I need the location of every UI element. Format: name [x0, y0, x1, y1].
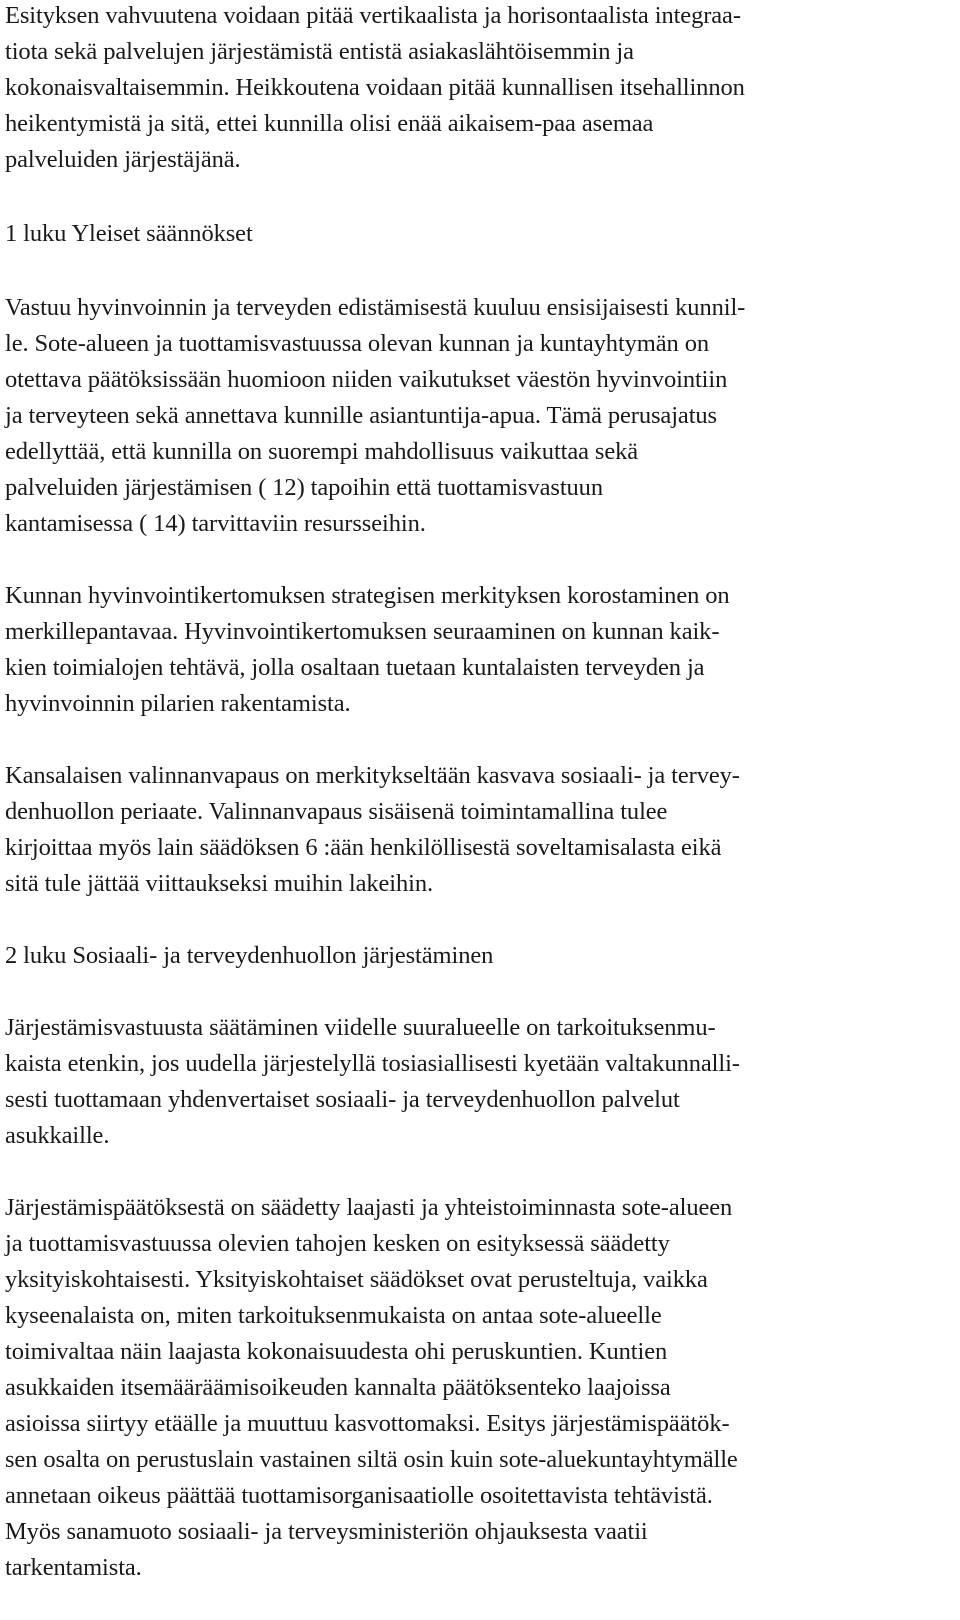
document-page — [5, 0, 935, 1586]
text-line: kyseenalaista on, miten tarkoituksenmukaista on antaa sote-alueelle — [5, 1302, 662, 1329]
chapter-2-paragraph-1 — [5, 1010, 935, 1154]
text-line: tiota sekä palvelujen järjestämistä entistä asiakaslähtöisemmin ja — [5, 38, 634, 65]
text-line: ja terveyteen sekä annettava kunnille asiantuntija-apua. Tämä perusajatus — [5, 402, 717, 429]
text-line: otettava päätöksissään huomioon niiden vaikutukset väestön hyvinvointiin — [5, 366, 728, 393]
text-line: Järjestämisvastuusta säätäminen viidelle suuralueelle on tarkoituksenmu- — [5, 1014, 716, 1041]
text-line: kokonaisvaltaisemmin. Heikkoutena voidaan pitää kunnallisen itsehallinnon — [5, 74, 745, 101]
text-line: merkillepantavaa. Hyvinvointikertomuksen seuraaminen on kunnan kaik- — [5, 618, 720, 645]
chapter-1-paragraph-1 — [5, 290, 935, 542]
intro-paragraph — [5, 0, 935, 178]
text-line: Järjestämispäätöksestä on säädetty laajasti ja yhteistoiminnasta sote-alueen — [5, 1194, 733, 1221]
chapter-2-paragraph-2 — [5, 1190, 935, 1586]
text-line: asukkaille. — [5, 1122, 110, 1149]
text-line: kaista etenkin, jos uudella järjestelyllä tosiasiallisesti kyetään valtakunnalli- — [5, 1050, 740, 1077]
text-line: Kansalaisen valinnanvapaus on merkitykseltään kasvava sosiaali- ja tervey- — [5, 762, 740, 789]
text-line: le. Sote-alueen ja tuottamisvastuussa olevan kunnan ja kuntayhtymän on — [5, 330, 710, 357]
chapter-2-heading: 2 luku Sosiaali- ja terveydenhuollon järjestäminen — [5, 942, 494, 969]
text-line: kien toimialojen tehtävä, jolla osaltaan tuetaan kuntalaisten terveyden ja — [5, 654, 705, 681]
text-line: asukkaiden itsemääräämisoikeuden kannalta päätöksenteko laajoissa — [5, 1374, 671, 1401]
text-line: sen osalta on perustuslain vastainen siltä osin kuin sote-aluekuntayhtymälle — [5, 1446, 738, 1473]
text-line: yksityiskohtaisesti. Yksityiskohtaiset säädökset ovat perusteltuja, vaikka — [5, 1266, 708, 1293]
text-line: kantamisessa ( 14) tarvittaviin resursseihin. — [5, 510, 426, 537]
text-line: ja tuottamisvastuussa olevien tahojen kesken on esityksessä säädetty — [5, 1230, 670, 1257]
chapter-1-heading: 1 luku Yleiset säännökset — [5, 220, 253, 247]
chapter-1-paragraph-2 — [5, 578, 935, 722]
text-line: heikentymistä ja sitä, ettei kunnilla olisi enää aikaisem-paa asemaa — [5, 110, 654, 137]
text-line: tarkentamista. — [5, 1554, 142, 1581]
text-line: denhuollon periaate. Valinnanvapaus sisäisenä toimintamallina tulee — [5, 798, 668, 825]
text-line: Vastuu hyvinvoinnin ja terveyden edistämisestä kuuluu ensisijaisesti kunnil- — [5, 294, 746, 321]
text-line: Myös sanamuoto sosiaali- ja terveysministeriön ohjauksesta vaatii — [5, 1518, 648, 1545]
text-line: asioissa siirtyy etäälle ja muuttuu kasvottomaksi. Esitys järjestämispäätök- — [5, 1410, 730, 1437]
text-line: palveluiden järjestämisen ( 12) tapoihin että tuottamisvastuun — [5, 474, 603, 501]
text-line: toimivaltaa näin laajasta kokonaisuudesta ohi peruskuntien. Kuntien — [5, 1338, 668, 1365]
text-line: Esityksen vahvuutena voidaan pitää vertikaalista ja horisontaalista integraa- — [5, 2, 741, 29]
text-line: sesti tuottamaan yhdenvertaiset sosiaali- ja terveydenhuollon palvelut — [5, 1086, 680, 1113]
text-line: annetaan oikeus päättää tuottamisorganisaatiolle osoitettavista tehtävistä. — [5, 1482, 713, 1509]
chapter-1-paragraph-3 — [5, 758, 935, 902]
text-line: Kunnan hyvinvointikertomuksen strategisen merkityksen korostaminen on — [5, 582, 730, 609]
text-line: hyvinvoinnin pilarien rakentamista. — [5, 690, 351, 717]
text-line: edellyttää, että kunnilla on suorempi mahdollisuus vaikuttaa sekä — [5, 438, 639, 465]
text-line: kirjoittaa myös lain säädöksen 6 :ään henkilöllisestä soveltamisalasta eikä — [5, 834, 722, 861]
text-line: sitä tule jättää viittaukseksi muihin lakeihin. — [5, 870, 434, 897]
text-line: palveluiden järjestäjänä. — [5, 146, 241, 173]
